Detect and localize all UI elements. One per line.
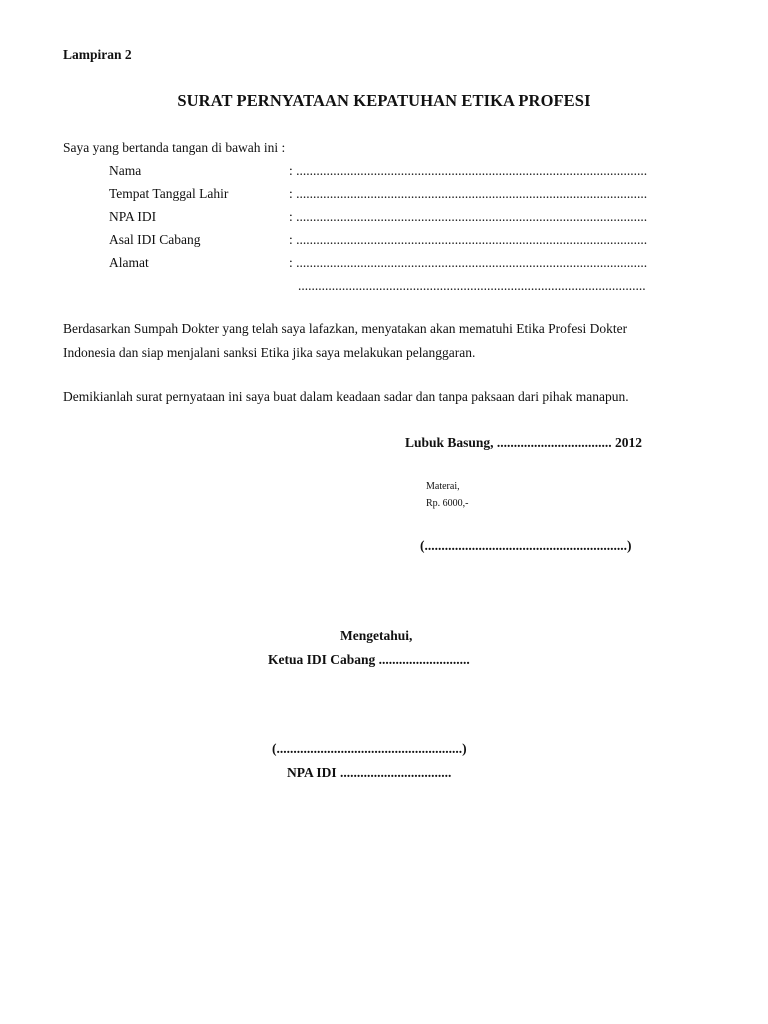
field-blank-nama: : ........................................................................................................ [289,163,648,178]
attachment-label: Lampiran 2 [63,47,132,62]
intro-text: Saya yang bertanda tangan di bawah ini : [63,140,286,155]
field-blank-asal-idi-cabang: : ........................................................................................................ [289,232,648,247]
stamp-amount: Rp. 6000,- [426,498,469,509]
field-label-alamat: Alamat [109,255,149,270]
signer-name-line: (............................................................) [420,538,632,553]
closing-statement: Demikianlah surat pernyataan ini saya buat dalam keadaan sadar dan tanpa paksaan dari pihak manapun. [63,389,629,404]
stamp-label: Materai, [426,481,460,492]
place-date: Lubuk Basung, .................................. 2012 [405,435,643,450]
branch-chair-title: Ketua IDI Cabang ........................... [268,652,470,667]
field-label-asal-idi-cabang: Asal IDI Cabang [109,232,201,247]
field-blank-alamat-continuation: ....................................................................................................... [298,278,646,293]
field-label-tempat-tanggal-lahir: Tempat Tanggal Lahir [109,186,229,201]
field-blank-alamat: : ........................................................................................................ [289,255,648,270]
field-label-npa-idi: NPA IDI [109,209,157,224]
acknowledgement-heading: Mengetahui, [340,628,413,643]
field-label-nama: Nama [109,163,142,178]
field-blank-npa-idi: : ........................................................................................................ [289,209,648,224]
field-blank-tempat-tanggal-lahir: : ........................................................................................................ [289,186,648,201]
chair-name-line: (.......................................................) [272,741,467,756]
document-title: SURAT PERNYATAAN KEPATUHAN ETIKA PROFESI [177,91,591,110]
chair-npa-line: NPA IDI ................................. [287,765,452,780]
statement-line-2: Indonesia dan siap menjalani sanksi Etika jika saya melakukan pelanggaran. [63,345,476,360]
statement-line-1: Berdasarkan Sumpah Dokter yang telah saya lafazkan, menyatakan akan mematuhi Etika Profesi Dokter [63,321,628,336]
